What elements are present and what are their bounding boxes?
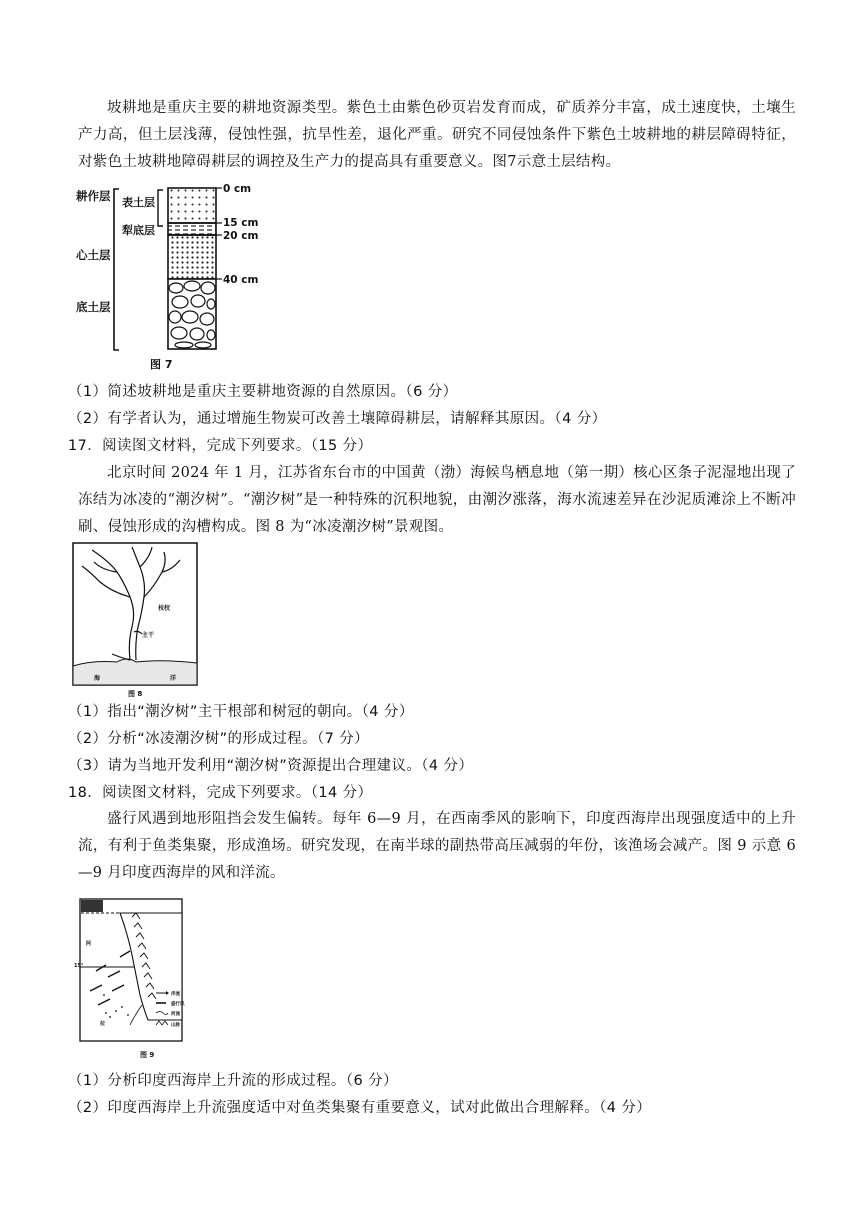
depth-15: 15 cm — [223, 217, 259, 229]
label-trunk: 主干 — [142, 632, 155, 639]
depth-20: 20 cm — [223, 230, 259, 242]
q18-part2: （2）印度西海岸上升流强度适中对鱼类集聚有重要意义，试对此做出合理解释。（4 分） — [68, 1100, 652, 1116]
legend-mountain: 山脉 — [171, 1023, 180, 1028]
label-sea: 阿 — [86, 941, 92, 947]
legend-river: 河流 — [171, 1012, 180, 1017]
figure-7-soil-profile — [70, 180, 310, 375]
q17-part2: （2）分析“冰凌潮汐树”的形成过程。（7 分） — [68, 731, 370, 747]
label-sea-left: 海 — [94, 675, 101, 682]
figure-9-caption: 图 9 — [140, 1051, 155, 1059]
figure-8-tidal-tree — [72, 542, 200, 700]
figure-8-caption: 图 8 — [128, 690, 143, 698]
q17-material: 北京时间 2024 年 1 月，江苏省东台市的中国黄（渤）海候鸟栖息地（第一期）核心区条子泥湿地出现了冻结为冰凌的“潮汐树”。“潮汐树”是一种特殊的沉积地貌，由潮汐涨落，海水流速差异在沙泥质滩涂上不断冲刷、侵蚀形成的沟槽构成。图 8 为“冰凌潮汐树”景观图。 — [78, 465, 796, 535]
figure-7-svg — [70, 180, 310, 375]
q16-part2: （2）有学者认为，通过增施生物炭可改善土壤障碍耕层，请解释其原因。（4 分） — [68, 411, 607, 427]
label-branch: 枝杈 — [158, 605, 171, 612]
label-bottom-layer: 底土层 — [76, 300, 111, 314]
figure-9-svg — [76, 895, 188, 1063]
label-topsoil: 表土层 — [122, 196, 155, 209]
q17-part1: （1）指出“潮汐树”主干根部和树冠的朝向。（4 分） — [68, 704, 414, 720]
label-subsoil-layer: 心土层 — [76, 248, 111, 262]
q17-heading: 17．阅读图文材料，完成下列要求。（15 分） — [68, 438, 373, 454]
figure-9-india-west-coast — [76, 895, 188, 1063]
label-latitude: 15° — [74, 963, 84, 969]
label-sea-right: 洋 — [170, 675, 177, 682]
figure-8-svg — [72, 542, 200, 700]
q17-part3: （3）请为当地开发利用“潮汐树”资源提出合理建议。（4 分） — [68, 758, 474, 774]
depth-0: 0 cm — [223, 183, 252, 195]
label-plow-layer: 耕作层 — [76, 189, 111, 203]
q18-part1: （1）分析印度西海岸上升流的形成过程。（6 分） — [68, 1073, 398, 1089]
figure-7-caption: 图 7 — [150, 358, 173, 371]
q18-heading: 18．阅读图文材料，完成下列要求。（14 分） — [68, 785, 373, 801]
q16-intro-paragraph: 坡耕地是重庆主要的耕地资源类型。紫色土由紫色砂页岩发育而成，矿质养分丰富，成土速度快，土壤生产力高，但土层浅薄，侵蚀性强，抗旱性差，退化严重。研究不同侵蚀条件下紫色土坡耕地的耕层障碍特征，对紫色土坡耕地障碍耕层的调控及生产力的提高具有重要意义。图7示意土层结构。 — [78, 100, 796, 170]
label-plow-pan: 犁底层 — [122, 224, 155, 237]
q16-part1: （1）简述坡耕地是重庆主要耕地资源的自然原因。（6 分） — [68, 384, 458, 400]
depth-40: 40 cm — [223, 274, 259, 286]
legend-wind: 盛行风 — [171, 1002, 185, 1007]
legend-current: 洋流 — [171, 992, 180, 997]
label-sea-2: 拉 — [100, 1021, 106, 1027]
q18-material: 盛行风遇到地形阻挡会发生偏转。每年 6—9 月，在西南季风的影响下，印度西海岸出现强度适中的上升流，有利于鱼类集聚，形成渔场。研究发现，在南半球的副热带高压减弱的年份，该渔场会减产。图 9 示意 6—9 月印度西海岸的风和洋流。 — [78, 811, 796, 881]
